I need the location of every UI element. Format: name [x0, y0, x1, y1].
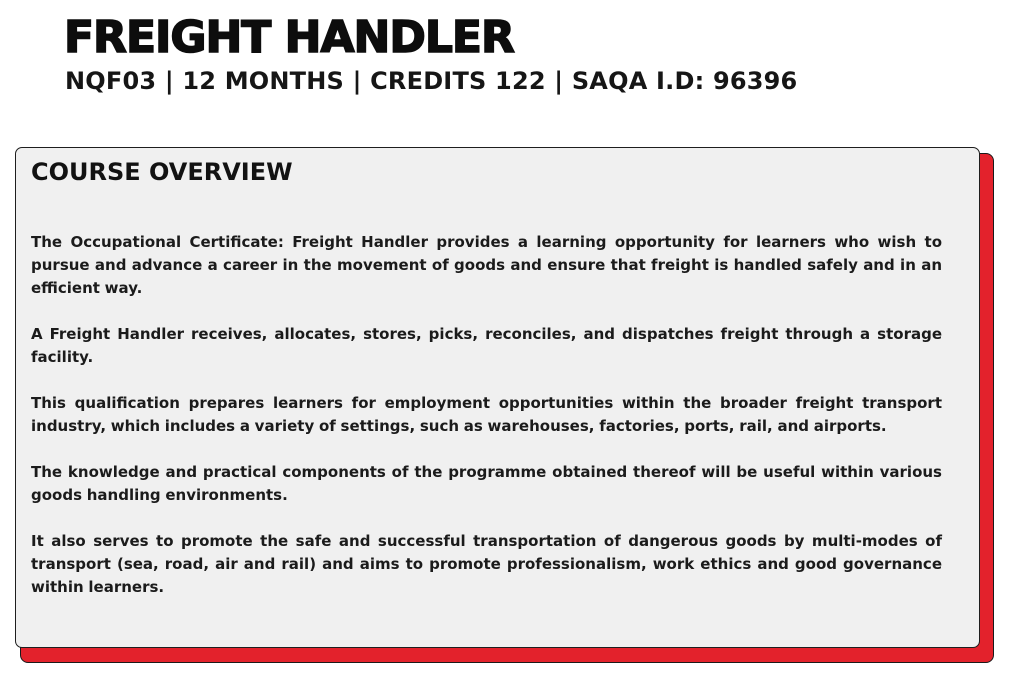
course-overview-card — [15, 147, 980, 648]
page-title: FREIGHT HANDLER — [64, 12, 514, 63]
overview-paragraph: The knowledge and practical components of the programme obtained thereof will be useful within various goods handling environments. — [31, 463, 942, 504]
overview-paragraph: It also serves to promote the safe and successful transportation of dangerous goods by multi-modes of transport (sea, road, air and rail) and aims to promote professionalism, work ethics and good governance within learners. — [31, 532, 942, 596]
course-overview-heading: COURSE OVERVIEW — [31, 158, 293, 186]
overview-body — [31, 231, 942, 599]
course-details-subtitle: NQF03 | 12 MONTHS | CREDITS 122 | SAQA I.D: 96396 — [65, 67, 798, 95]
overview-paragraph: A Freight Handler receives, allocates, stores, picks, reconciles, and dispatches freight through a storage facility. — [31, 325, 942, 366]
overview-paragraph: The Occupational Certificate: Freight Handler provides a learning opportunity for learners who wish to pursue and advance a career in the movement of goods and ensure that freight is handled safely and in an efficient way. — [31, 233, 942, 297]
overview-paragraph: This qualification prepares learners for employment opportunities within the broader freight transport industry, which includes a variety of settings, such as warehouses, factories, ports, rail, and airports. — [31, 394, 942, 435]
course-overview-section — [15, 147, 995, 665]
